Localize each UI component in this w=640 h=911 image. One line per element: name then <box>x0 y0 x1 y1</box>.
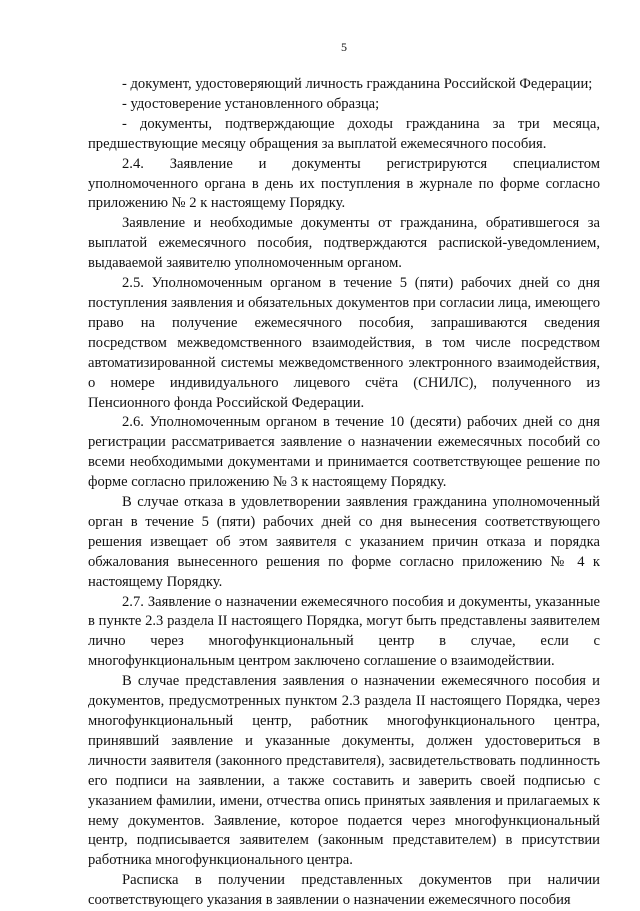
paragraph: - документы, подтверждающие доходы гражданина за три месяца, предшествующие месяцу обращения за выплатой ежемесячного пособия. <box>88 115 600 152</box>
paragraph: Заявление и необходимые документы от гражданина, обратившегося за выплатой ежемесячного пособия, подтверждаются распиской-уведомлением, выдаваемой заявителю уполномоченным органом. <box>88 215 600 272</box>
page-number: 5 <box>341 40 347 54</box>
paragraph: 2.7. Заявление о назначении ежемесячного пособия и документы, указанные в пункте 2.3 раздела II настоящего Порядка, могут быть представлены заявителем лично через многофункциональный центр в случае, если с многофункциональным центром заключено соглашение о взаимодействии. <box>88 593 600 670</box>
paragraph: 2.5. Уполномоченным органом в течение 5 (пяти) рабочих дней со дня поступления заявления и обязательных документов при согласии лица, имеющего право на получение ежемесячного пособия, запрашиваются сведения посредством межведомственного взаимодействия, в том числе посредством автоматизированной системы межведомственного электронного взаимодействия, о номере индивидуального лицевого счёта (СНИЛС), полученного из Пенсионного фонда Российской Федерации. <box>88 275 600 411</box>
paragraph: 2.6. Уполномоченным органом в течение 10 (десяти) рабочих дней со дня регистрации рассматривается заявление о назначении ежемесячных пособий со всеми необходимыми документами и принимается соответствующее решение по форме согласно приложению № 3 к настоящему Порядку. <box>88 414 600 491</box>
paragraph: В случае отказа в удовлетворении заявления гражданина уполномоченный орган в течение 5 (пяти) рабочих дней со дня вынесения соответствующего решения извещает об этом заявителя с указанием причин отказа и порядка обжалования вынесенного решения по форме согласно приложению № 4 к настоящему Порядку. <box>88 494 600 590</box>
paragraph: В случае представления заявления о назначении ежемесячного пособия и документов, предусмотренных пунктом 2.3 раздела II настоящего Порядка, через многофункциональный центр, работник многофункционального центра, принявший заявление и указанные документы, должен удостовериться в личности заявителя (законного представителя), засвидетельствовать подлинность его подписи на заявлении, а также составить и заверить своей подписью с указанием фамилии, имени, отчества опись принятых заявления и прилагаемых к нему документов. Заявление, которое подается через многофункциональный центр, подписывается заявителем (законным представителем) в присутствии работника многофункционального центра. <box>88 673 600 869</box>
paragraph: Расписка в получении представленных документов при наличии соответствующего указания в заявлении о назначении ежемесячного пособия <box>88 872 600 909</box>
paragraph: - документ, удостоверяющий личность гражданина Российской Федерации; <box>122 76 593 92</box>
document-page <box>88 40 600 911</box>
paragraph: - удостоверение установленного образца; <box>122 95 380 112</box>
paragraph: 2.4. Заявление и документы регистрируются специалистом уполномоченного органа в день их поступления в журнале по форме согласно приложению № 2 к настоящему Порядку. <box>88 155 600 212</box>
